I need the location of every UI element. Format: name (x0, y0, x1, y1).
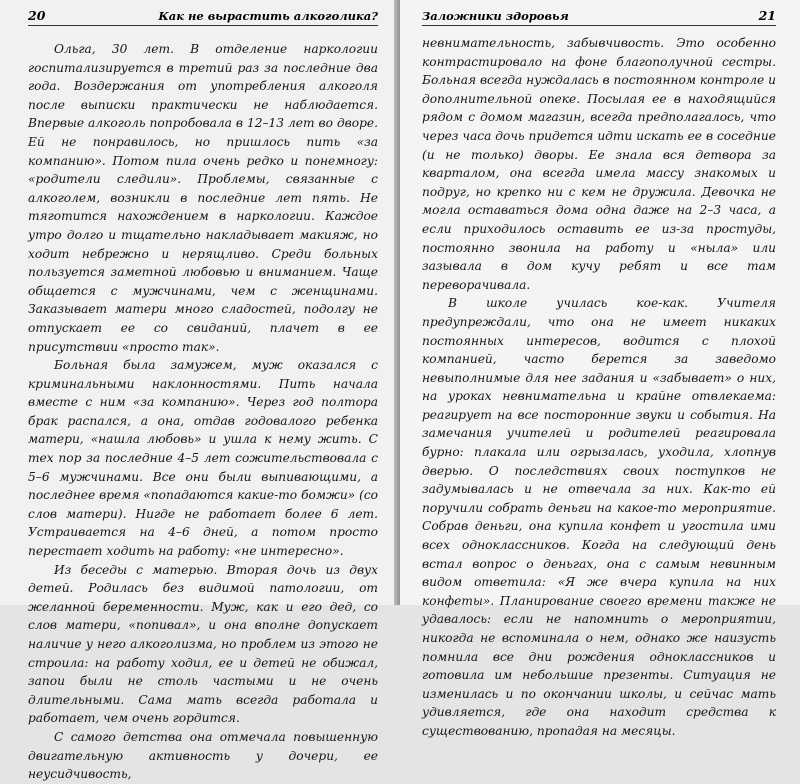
left-page-number: 20 (28, 8, 46, 23)
paragraph: Больная была замужем, муж оказался с криминальными наклонностями. Пить начала вместе с ним «за компанию». Через год полтора брак распался, а она, отдав годовалого ребенка матери, «нашла любовь» и ушла к нему жить. С тех пор за последние 4–5 лет сожительствовала с 5–6 мужчинами. Все они были выпивающими, а последнее время «попадаются какие-то бомжи» (со слов матери). Нигде не работает более 6 лет. Устраивается на 4–6 дней, а потом просто перестает ходить на работу: «не интересно». (28, 358, 378, 559)
right-page-body (422, 34, 776, 741)
right-running-title: Заложники здоровья (422, 9, 569, 23)
paragraph: Ольга, 30 лет. В отделение наркологии госпитализируется в третий раз за последние два года. Воздержания от употребления алкоголя после выписки практически не наблюдается. Впервые алкоголь попробовала в 12–13 лет во дворе. Ей не понравилось, но пришлось пить «за компанию». Потом пила очень редко и понемногу: «родители следили». Проблемы, связанные с алкоголем, возникли в последние лет пять. Не тяготится нахождением в наркологии. Каждое утро долго и тщательно накладывает макияж, но ходит небрежно и нерящливо. Среди больных пользуется заметной любовью и вниманием. Чаще общается с мужчинами, чем с женщинами. Заказывает матери много сладостей, подолгу не отпускает ее со свиданий, плачет в ее присутствии «просто так». (28, 42, 378, 354)
paragraph: невнимательность, забывчивость. Это особенно контрастировало на фоне благополучной сестры. Больная всегда нуждалась в постоянном контроле и дополнительной опеке. Посылая ее в находящийся рядом с домом магазин, всегда предполагалось, что через часа дочь придется идти искать ее в соседние (и не только) дворы. Ее знала вся детвора за кварталом, она всегда имела массу знакомых и подруг, но крепко ни с кем не дружила. Девочка не могла оставаться дома одна даже на 2–3 часа, а если приходилось оставить ее из-за простуды, постоянно звонила на работу и «ныла» или зазывала в дом кучу ребят и все там переворачивала. (422, 36, 776, 292)
right-page-header (422, 8, 776, 26)
left-page-header (28, 8, 378, 26)
paragraph: В школе училась кое-как. Учителя предупреждали, что она не имеет никаких постоянных интересов, водится с плохой компанией, часто берется за заведомо невыполнимые для нее задания и «забывает» о них, на уроках невнимательна и крайне отвлекаема: реагирует на все посторонние звуки и события. На замечания учителей и родителей реагировала бурно: плакала или огрызалась, уходила, хлопнув дверью. О последствиях своих поступков не задумывалась и не отвечала за них. Как-то ей поручили собрать деньги на какое-то мероприятие. Собрав деньги, она купила конфет и угостила ими всех одноклассников. Когда на следующий день встал вопрос о деньгах, она с самым невинным видом ответила: «Я же вчера купила на них конфеты». Планирование своего времени также не удавалось: если не напомнить о мероприятии, никогда не вспоминала о нем, однако же наизусть помнила все дни рождения одноклассников и готовила им небольшие презенты. Ситуация не изменилась и по окончании школы, и сейчас мать удивляется, где она находит средства к существованию, пропадая на месяцы. (422, 296, 776, 738)
left-page (0, 0, 398, 782)
paragraph: С самого детства она отмечала повышенную двигательную активность у дочери, ее неусидчивость, (28, 729, 378, 782)
right-page (400, 0, 800, 738)
right-page-number: 21 (758, 8, 776, 23)
left-running-title: Как не вырастить алкоголика? (158, 9, 378, 23)
paragraph: Из беседы с матерью. Вторая дочь из двух детей. Родилась без видимой патологии, от желанной беременности. Муж, как и его дед, со слов матери, «попивал», и она вполне допускает наличие у него алкоголизма, но проблем из этого не строила: на работу ходил, ее и детей не обижал, запои были не столь частыми и не очень длительными. Сама мать всегда работала и работает, чем очень гордится. (28, 562, 378, 726)
left-page-body (28, 40, 378, 784)
